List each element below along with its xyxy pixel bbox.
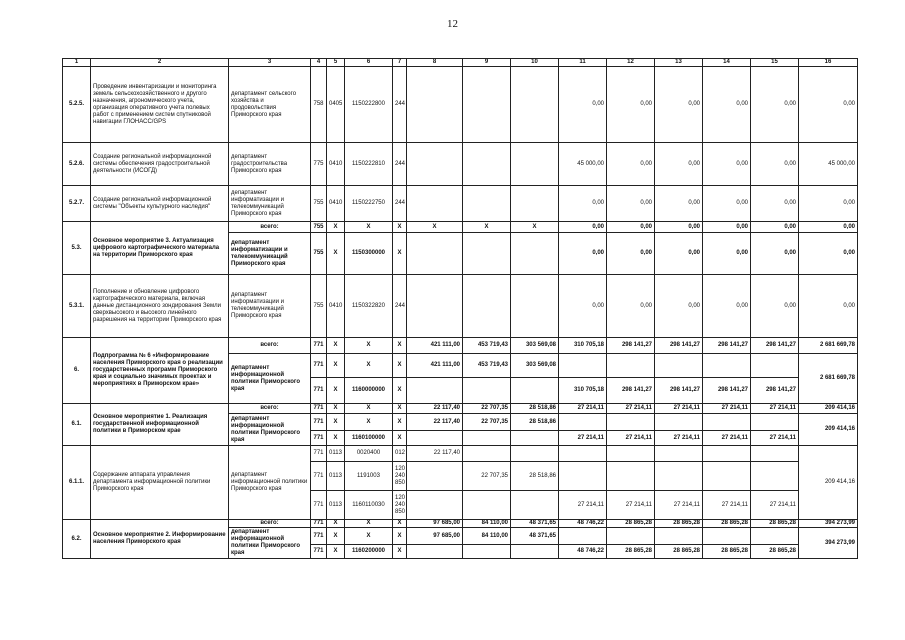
cell-total: 0,00 (799, 275, 858, 338)
header-cell: 5 (327, 59, 345, 67)
cell-rzpr: X (327, 233, 345, 275)
cell-total: 209 414,16 (799, 404, 858, 414)
cell-value: 22 707,35 (463, 404, 511, 414)
cell-rzpr: X (327, 545, 345, 559)
row-number: 5.2.7. (63, 186, 91, 222)
cell-value (655, 446, 703, 462)
cell-value: 27 214,11 (655, 404, 703, 414)
row-department: всего: (229, 222, 311, 233)
cell-rzpr: X (327, 338, 345, 354)
cell-grbs: 755 (311, 275, 327, 338)
cell-vr: X (393, 520, 407, 528)
cell-value (407, 545, 463, 559)
cell-value: 0,00 (559, 233, 607, 275)
cell-value (607, 354, 655, 378)
table-row (63, 222, 858, 233)
cell-value (463, 491, 511, 520)
row-name: Содержание аппарата управления департамента информационной политики Приморского края (91, 446, 229, 520)
cell-csr: 1191003 (345, 462, 393, 491)
cell-value (407, 233, 463, 275)
cell-value (559, 446, 607, 462)
cell-value (463, 378, 511, 404)
cell-value: 0,00 (607, 233, 655, 275)
cell-value: 48 371,65 (511, 528, 559, 545)
cell-value: 298 141,27 (703, 378, 751, 404)
cell-total: 0,00 (799, 186, 858, 222)
cell-value: 45 000,00 (559, 143, 607, 186)
cell-csr: X (345, 528, 393, 545)
cell-value: 28 865,28 (703, 520, 751, 528)
cell-vr: 244 (393, 67, 407, 143)
row-name: Основное мероприятие 1. Реализация государственной информационной политики в Приморском крае (91, 404, 229, 446)
cell-grbs: 771 (311, 431, 327, 446)
cell-rzpr: X (327, 222, 345, 233)
cell-value (463, 275, 511, 338)
cell-value (607, 414, 655, 431)
row-number: 6. (63, 338, 91, 404)
cell-total: 394 273,99 (799, 528, 858, 559)
header-cell: 14 (703, 59, 751, 67)
budget-table (62, 58, 858, 559)
cell-csr: X (345, 414, 393, 431)
cell-value: 28 865,28 (655, 545, 703, 559)
cell-csr: X (345, 222, 393, 233)
cell-value: 27 214,11 (751, 404, 799, 414)
cell-csr: X (345, 338, 393, 354)
cell-value: 84 110,00 (463, 520, 511, 528)
cell-total: 0,00 (799, 67, 858, 143)
cell-total: 2 681 669,78 (799, 354, 858, 404)
cell-value (463, 545, 511, 559)
cell-value: 298 141,27 (703, 338, 751, 354)
cell-value: 298 141,27 (607, 338, 655, 354)
cell-value: 453 719,43 (463, 338, 511, 354)
table-row (63, 446, 858, 462)
cell-csr: X (345, 354, 393, 378)
cell-value: X (463, 222, 511, 233)
cell-value: 0,00 (655, 67, 703, 143)
cell-value: 310 705,18 (559, 378, 607, 404)
cell-value: 97 685,00 (407, 520, 463, 528)
cell-value: 0,00 (703, 275, 751, 338)
cell-vr: X (393, 545, 407, 559)
cell-value (407, 378, 463, 404)
cell-value: 22 707,35 (463, 462, 511, 491)
row-number: 5.3. (63, 222, 91, 275)
cell-value (407, 143, 463, 186)
cell-value: 0,00 (751, 233, 799, 275)
cell-rzpr: X (327, 520, 345, 528)
cell-value: 28 518,86 (511, 414, 559, 431)
header-cell: 1 (63, 59, 91, 67)
row-department: всего: (229, 520, 311, 528)
row-number: 6.1.1. (63, 446, 91, 520)
cell-grbs: 771 (311, 528, 327, 545)
row-number: 6.1. (63, 404, 91, 446)
row-department: департамент информационной политики Приморского края (229, 414, 311, 446)
cell-value (511, 143, 559, 186)
cell-total: 209 414,16 (799, 414, 858, 446)
header-row (63, 59, 858, 67)
row-name: Проведение инвентаризации и мониторинга земель сельскохозяйственного и другого назначения, агрономического учета, организация оперативного учета полевых работ с применением систем спутниковой навигации ГЛОНАСС/GPS (91, 67, 229, 143)
cell-csr: 1160100000 (345, 431, 393, 446)
cell-grbs: 771 (311, 446, 327, 462)
row-name: Пополнение и обновление цифрового картографического материала, включая данные дистанционного зондирования Земли сверхвысокого и высокого линейного разрешения на территории Приморского края (91, 275, 229, 338)
cell-csr: 1150322820 (345, 275, 393, 338)
cell-csr: 1160000000 (345, 378, 393, 404)
cell-value: 0,00 (703, 143, 751, 186)
cell-value: 28 518,86 (511, 404, 559, 414)
cell-value: 27 214,11 (607, 431, 655, 446)
cell-value: 298 141,27 (655, 378, 703, 404)
cell-value (751, 462, 799, 491)
header-cell: 16 (799, 59, 858, 67)
cell-value (463, 233, 511, 275)
cell-value: 27 214,11 (559, 491, 607, 520)
row-department: департамент информационной политики Приморского края (229, 446, 311, 520)
cell-rzpr: X (327, 431, 345, 446)
cell-value: 28 865,28 (607, 545, 655, 559)
cell-rzpr: X (327, 414, 345, 431)
cell-value: 27 214,11 (703, 404, 751, 414)
cell-grbs: 771 (311, 354, 327, 378)
cell-value: 453 719,43 (463, 354, 511, 378)
cell-value: 0,00 (607, 143, 655, 186)
cell-grbs: 771 (311, 462, 327, 491)
cell-total: 45 000,00 (799, 143, 858, 186)
header-cell: 12 (607, 59, 655, 67)
cell-rzpr: 0410 (327, 275, 345, 338)
header-cell: 13 (655, 59, 703, 67)
cell-value: 0,00 (703, 67, 751, 143)
cell-value (463, 186, 511, 222)
cell-value: 0,00 (559, 222, 607, 233)
cell-value (407, 186, 463, 222)
cell-rzpr: X (327, 354, 345, 378)
cell-value: 48 371,65 (511, 520, 559, 528)
cell-value: 0,00 (751, 222, 799, 233)
cell-total: 394 273,99 (799, 520, 858, 528)
cell-grbs: 755 (311, 233, 327, 275)
cell-csr: 1150222810 (345, 143, 393, 186)
cell-csr: X (345, 404, 393, 414)
cell-grbs: 775 (311, 143, 327, 186)
cell-value: 27 214,11 (655, 431, 703, 446)
cell-value (703, 354, 751, 378)
cell-value (751, 354, 799, 378)
row-number: 5.3.1. (63, 275, 91, 338)
cell-value: 303 569,08 (511, 354, 559, 378)
cell-value: X (511, 222, 559, 233)
cell-value (511, 545, 559, 559)
cell-csr: 0020400 (345, 446, 393, 462)
cell-value: 27 214,11 (607, 404, 655, 414)
row-department: департамент информационной политики Приморского края (229, 528, 311, 559)
cell-csr: 1150300000 (345, 233, 393, 275)
cell-rzpr: X (327, 378, 345, 404)
cell-value (407, 491, 463, 520)
table-row (63, 143, 858, 186)
cell-value (607, 446, 655, 462)
cell-value: 22 707,35 (463, 414, 511, 431)
cell-value (655, 354, 703, 378)
cell-value: 28 865,28 (703, 545, 751, 559)
row-department: департамент градостроительства Приморского края (229, 143, 311, 186)
cell-grbs: 771 (311, 491, 327, 520)
cell-value (655, 528, 703, 545)
header-cell: 2 (91, 59, 229, 67)
cell-grbs: 771 (311, 338, 327, 354)
cell-vr: 244 (393, 275, 407, 338)
cell-value: 84 110,00 (463, 528, 511, 545)
page-number: 12 (447, 18, 458, 30)
cell-value (655, 414, 703, 431)
cell-value (407, 431, 463, 446)
cell-grbs: 771 (311, 404, 327, 414)
cell-value: 97 685,00 (407, 528, 463, 545)
cell-rzpr: 0113 (327, 446, 345, 462)
cell-vr: 244 (393, 143, 407, 186)
cell-value (463, 446, 511, 462)
cell-value: 0,00 (655, 222, 703, 233)
row-department: департамент информационной политики Приморского края (229, 354, 311, 404)
cell-value (511, 275, 559, 338)
cell-value: 0,00 (751, 186, 799, 222)
cell-value (511, 67, 559, 143)
cell-value: 27 214,11 (559, 431, 607, 446)
cell-value (463, 431, 511, 446)
cell-total: 0,00 (799, 233, 858, 275)
cell-value: 298 141,27 (751, 378, 799, 404)
cell-value: 27 214,11 (751, 431, 799, 446)
header-cell: 10 (511, 59, 559, 67)
cell-value: 0,00 (655, 143, 703, 186)
cell-value (407, 275, 463, 338)
cell-grbs: 771 (311, 414, 327, 431)
cell-value (703, 462, 751, 491)
cell-grbs: 771 (311, 378, 327, 404)
cell-value: 298 141,27 (607, 378, 655, 404)
row-department: департамент информатизации и телекоммуникаций Приморского края (229, 275, 311, 338)
cell-value (751, 446, 799, 462)
cell-value: 0,00 (655, 186, 703, 222)
cell-grbs: 758 (311, 67, 327, 143)
cell-value: 0,00 (559, 275, 607, 338)
cell-value: 0,00 (607, 67, 655, 143)
cell-value: 22 117,40 (407, 404, 463, 414)
header-cell: 7 (393, 59, 407, 67)
table-row (63, 338, 858, 354)
cell-csr: X (345, 520, 393, 528)
cell-value (511, 446, 559, 462)
cell-grbs: 771 (311, 520, 327, 528)
cell-vr: X (393, 528, 407, 545)
row-department: департамент информатизации и телекоммуникаций Приморского края (229, 186, 311, 222)
cell-value (463, 143, 511, 186)
table-row (63, 404, 858, 414)
cell-value: 48 746,22 (559, 545, 607, 559)
cell-value: 0,00 (655, 233, 703, 275)
cell-total: 0,00 (799, 222, 858, 233)
cell-vr: 244 (393, 186, 407, 222)
cell-rzpr: 0405 (327, 67, 345, 143)
cell-value: 27 214,11 (703, 431, 751, 446)
table-row (63, 275, 858, 338)
row-department: всего: (229, 404, 311, 414)
cell-value (559, 462, 607, 491)
cell-value: 0,00 (703, 233, 751, 275)
cell-rzpr: 0410 (327, 186, 345, 222)
table-row (63, 67, 858, 143)
header-cell: 9 (463, 59, 511, 67)
row-name: Создание региональной информационной системы "Объекты культурного наследия" (91, 186, 229, 222)
cell-value: 27 214,11 (655, 491, 703, 520)
cell-value: 0,00 (607, 222, 655, 233)
cell-value: 310 705,18 (559, 338, 607, 354)
cell-vr: X (393, 431, 407, 446)
cell-value (655, 462, 703, 491)
header-cell: 4 (311, 59, 327, 67)
cell-value: 28 865,28 (655, 520, 703, 528)
cell-csr: 1160200000 (345, 545, 393, 559)
cell-value: 28 865,28 (751, 520, 799, 528)
cell-rzpr: 0410 (327, 143, 345, 186)
header-cell: 3 (229, 59, 311, 67)
cell-value (703, 446, 751, 462)
cell-csr: 1150222800 (345, 67, 393, 143)
cell-value: 298 141,27 (655, 338, 703, 354)
cell-vr: X (393, 404, 407, 414)
header-cell: 6 (345, 59, 393, 67)
header-cell: 11 (559, 59, 607, 67)
row-name: Подпрограмма № 6 «Информирование населения Приморского края о реализации государственных программ Приморского края и социально значимых проектах и мероприятиях в Приморском крае» (91, 338, 229, 404)
cell-value (463, 67, 511, 143)
cell-value (511, 186, 559, 222)
cell-value: 28 865,28 (751, 545, 799, 559)
cell-value: 303 569,08 (511, 338, 559, 354)
cell-total: 2 681 669,78 (799, 338, 858, 354)
cell-value (751, 528, 799, 545)
cell-value (511, 378, 559, 404)
cell-rzpr: X (327, 528, 345, 545)
cell-value (607, 462, 655, 491)
row-department: департамент сельского хозяйства и продовольствия Приморского края (229, 67, 311, 143)
cell-value: 22 117,40 (407, 414, 463, 431)
cell-grbs: 771 (311, 545, 327, 559)
cell-total: 209 414,16 (799, 446, 858, 520)
cell-value: 27 214,11 (751, 491, 799, 520)
row-name: Создание региональной информационной системы обеспечения градостроительной деятельности (ИСОГД) (91, 143, 229, 186)
header-cell: 8 (407, 59, 463, 67)
cell-vr: X (393, 338, 407, 354)
cell-value: 0,00 (655, 275, 703, 338)
cell-value: 27 214,11 (559, 404, 607, 414)
cell-csr: 1160110030 (345, 491, 393, 520)
cell-value (511, 431, 559, 446)
cell-value: 28 518,86 (511, 462, 559, 491)
row-name: Основное мероприятие 2. Информирование населения Приморского края (91, 520, 229, 559)
cell-value: 0,00 (751, 275, 799, 338)
header-cell: 15 (751, 59, 799, 67)
cell-value (703, 528, 751, 545)
row-name: Основное мероприятие 3. Актуализация цифрового картографического материала на территории Приморского края (91, 222, 229, 275)
cell-grbs: 755 (311, 186, 327, 222)
cell-value: 0,00 (751, 143, 799, 186)
cell-value: 48 746,22 (559, 520, 607, 528)
row-department: департамент информатизации и телекоммуникаций Приморского края (229, 233, 311, 275)
row-number: 5.2.5. (63, 67, 91, 143)
cell-value (559, 354, 607, 378)
cell-value: 0,00 (607, 275, 655, 338)
cell-value: 22 117,40 (407, 446, 463, 462)
table-row (63, 520, 858, 528)
cell-rzpr: X (327, 404, 345, 414)
cell-value: 0,00 (559, 67, 607, 143)
cell-value (511, 491, 559, 520)
cell-value: 0,00 (607, 186, 655, 222)
row-number: 6.2. (63, 520, 91, 559)
cell-value: X (407, 222, 463, 233)
cell-rzpr: 0113 (327, 462, 345, 491)
cell-vr: X (393, 378, 407, 404)
cell-value (407, 67, 463, 143)
cell-csr: 1150222750 (345, 186, 393, 222)
cell-value: 0,00 (559, 186, 607, 222)
cell-value: 421 111,00 (407, 338, 463, 354)
cell-value: 28 865,28 (607, 520, 655, 528)
cell-value (607, 528, 655, 545)
cell-value: 27 214,11 (607, 491, 655, 520)
cell-vr: 120 240 850 (393, 462, 407, 491)
cell-vr: X (393, 354, 407, 378)
row-department: всего: (229, 338, 311, 354)
cell-vr: X (393, 222, 407, 233)
cell-value: 421 111,00 (407, 354, 463, 378)
cell-value: 0,00 (751, 67, 799, 143)
cell-value (511, 233, 559, 275)
cell-vr: 120 240 850 (393, 491, 407, 520)
cell-value: 0,00 (703, 222, 751, 233)
cell-value (407, 462, 463, 491)
cell-grbs: 755 (311, 222, 327, 233)
cell-vr: 012 (393, 446, 407, 462)
cell-value: 0,00 (703, 186, 751, 222)
cell-value (559, 528, 607, 545)
cell-value (559, 414, 607, 431)
table-row (63, 186, 858, 222)
cell-value (751, 414, 799, 431)
cell-vr: X (393, 414, 407, 431)
row-number: 5.2.6. (63, 143, 91, 186)
cell-value: 27 214,11 (703, 491, 751, 520)
cell-value (703, 414, 751, 431)
cell-vr: X (393, 233, 407, 275)
cell-value: 298 141,27 (751, 338, 799, 354)
cell-rzpr: 0113 (327, 491, 345, 520)
